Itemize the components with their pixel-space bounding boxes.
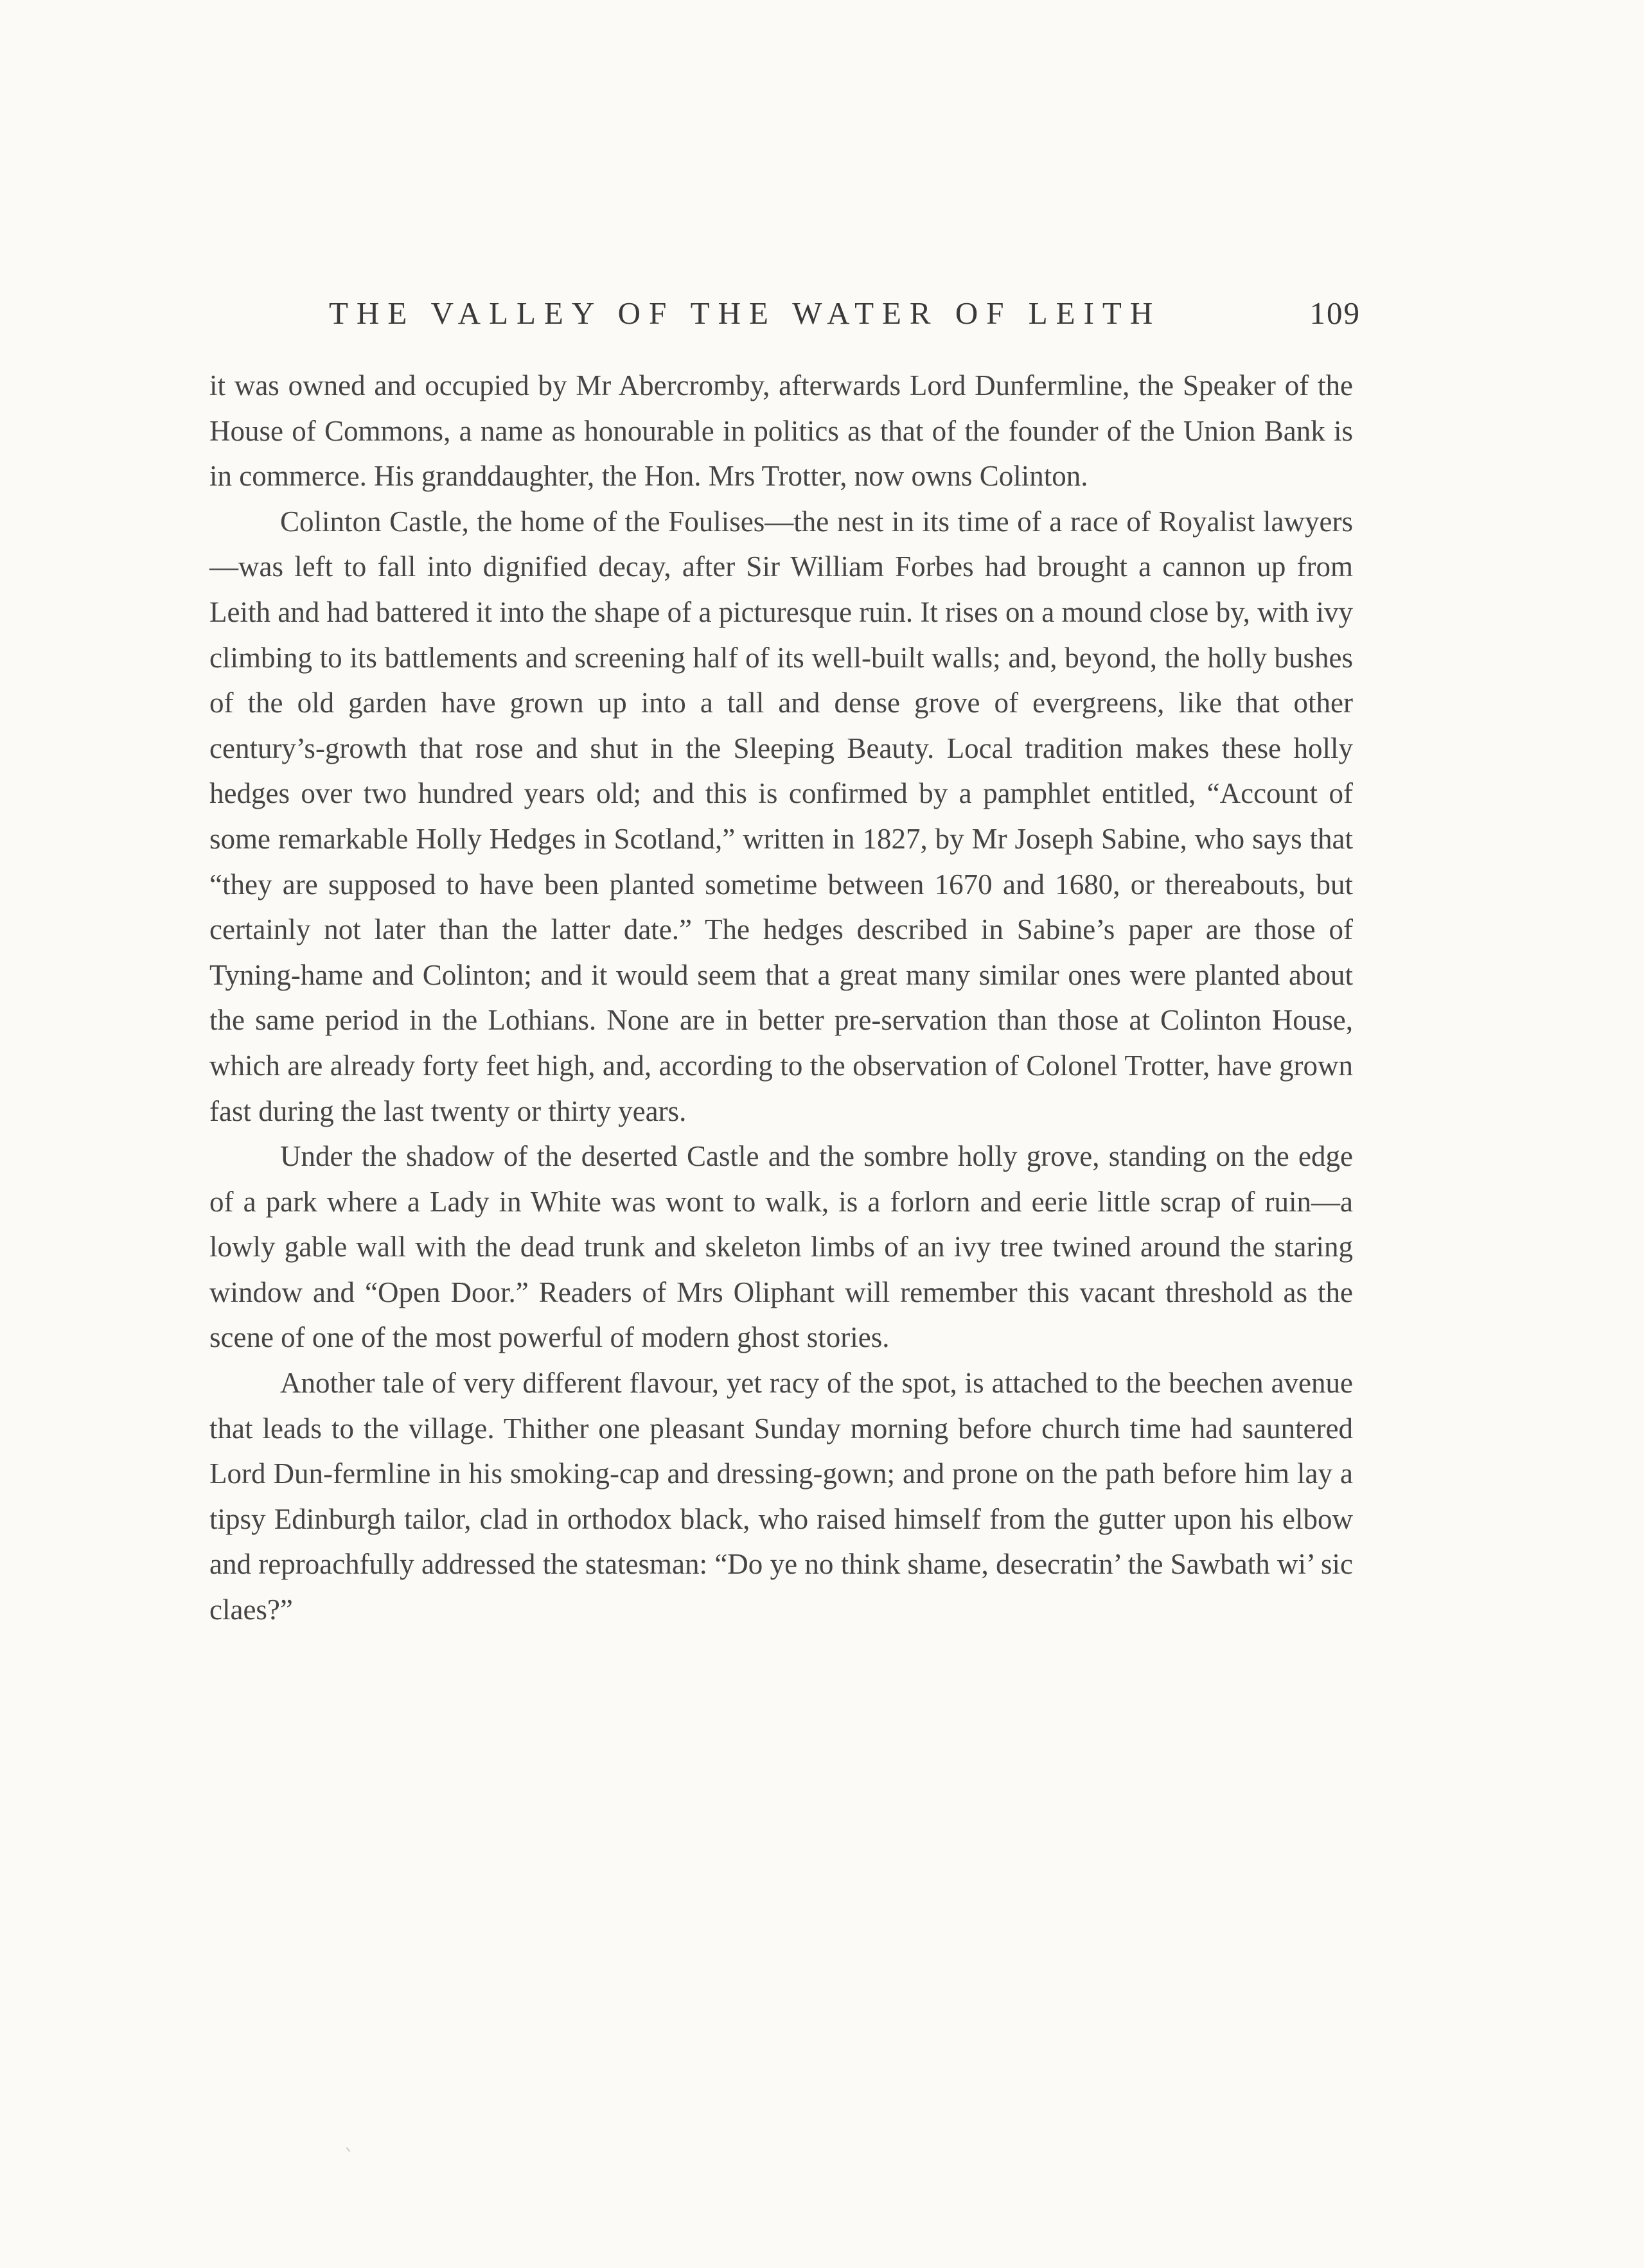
- paragraph-3: Under the shadow of the deserted Castle and the sombre holly grove, standing on the edge of a park where a Lady in White was wont to walk, is a forlorn and eerie little scrap of ruin—a lowly gable wall with the dead trunk and skeleton limbs of an ivy tree twined around the staring window and “Open Door.” Readers of Mrs Oliphant will remember this vacant threshold as the scene of one of the most powerful of modern ghost stories.: [209, 1140, 1353, 1354]
- paragraph-1: it was owned and occupied by Mr Abercromby, afterwards Lord Dunfermline, the Speaker of the House of Commons, a name as honourable in politics as that of the founder of the Union Bank is in commerce. His granddaughter, the Hon. Mrs Trotter, now owns Colinton.: [209, 369, 1353, 493]
- running-title: THE VALLEY OF THE WATER OF LEITH: [329, 295, 1162, 331]
- paragraph-4: Another tale of very different flavour, yet racy of the spot, is attached to the beechen avenue that leads to the village. Thither one pleasant Sunday morning before church time had sauntered Lord Dun-fermline in his smoking-cap and dressing-gown; and prone on the path before him lay a tipsy Edinburgh tailor, clad in orthodox black, who raised himself from the gutter upon his elbow and reproachfully addressed the statesman: “Do ye no think shame, desecratin’ the Sawbath wi’ sic claes?”: [209, 1367, 1353, 1626]
- body-text: [209, 363, 1353, 1633]
- paragraph-2: Colinton Castle, the home of the Foulises—the nest in its time of a race of Royalist lawyers—was left to fall into dignified decay, after Sir William Forbes had brought a cannon up from Leith and had battered it into the shape of a picturesque ruin. It rises on a mound close by, with ivy climbing to its battlements and screening half of its well-built walls; and, beyond, the holly bushes of the old garden have grown up into a tall and dense grove of evergreens, like that other century’s-growth that rose and shut in the Sleeping Beauty. Local tradition makes these holly hedges over two hundred years old; and this is confirmed by a pamphlet entitled, “Account of some remarkable Holly Hedges in Scotland,” written in 1827, by Mr Joseph Sabine, who says that “they are supposed to have been planted sometime between 1670 and 1680, or thereabouts, but certainly not later than the latter date.” The hedges described in Sabine’s paper are those of Tyning-hame and Colinton; and it would seem that a great many similar ones were planted about the same period in the Lothians. None are in better pre-servation than those at Colinton House, which are already forty feet high, and, according to the observation of Colonel Trotter, have grown fast during the last twenty or thirty years.: [209, 505, 1353, 1127]
- page-number: 109: [1309, 295, 1361, 331]
- paper-speck: [346, 2144, 355, 2152]
- running-head: [329, 288, 1361, 339]
